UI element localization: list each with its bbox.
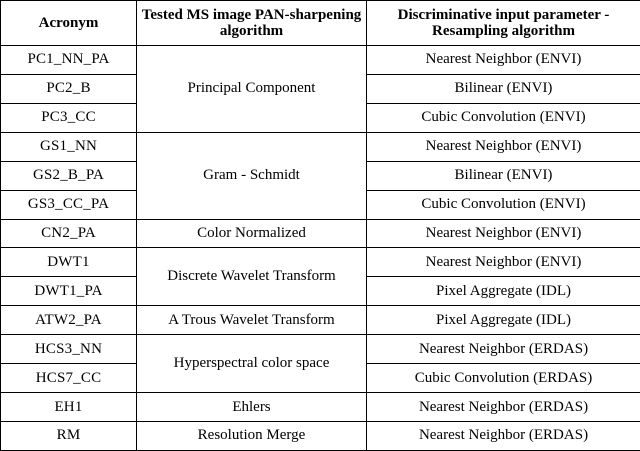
acronym-cell: GS2_B_PA xyxy=(1,161,137,190)
acronym-cell: RM xyxy=(1,421,137,450)
parameter-cell: Nearest Neighbor (ENVI) xyxy=(367,219,640,248)
parameter-cell: Cubic Convolution (ENVI) xyxy=(367,103,640,132)
acronym-cell: PC3_CC xyxy=(1,103,137,132)
parameter-cell: Nearest Neighbor (ENVI) xyxy=(367,248,640,277)
parameter-cell: Pixel Aggregate (IDL) xyxy=(367,306,640,335)
algorithm-cell-cn: Color Normalized xyxy=(137,219,367,248)
acronym-cell: CN2_PA xyxy=(1,219,137,248)
parameter-cell: Cubic Convolution (ERDAS) xyxy=(367,364,640,393)
parameter-cell: Pixel Aggregate (IDL) xyxy=(367,277,640,306)
acronym-cell: GS3_CC_PA xyxy=(1,190,137,219)
table-row xyxy=(1,132,640,161)
acronym-cell: GS1_NN xyxy=(1,132,137,161)
parameter-cell: Nearest Neighbor (ENVI) xyxy=(367,132,640,161)
table-row xyxy=(1,219,640,248)
algorithm-cell-hcs: Hyperspectral color space xyxy=(137,335,367,393)
table-row xyxy=(1,46,640,75)
algorithm-cell-gs: Gram - Schmidt xyxy=(137,132,367,219)
algorithm-cell-rm: Resolution Merge xyxy=(137,421,367,450)
table-row xyxy=(1,421,640,450)
acronym-cell: DWT1_PA xyxy=(1,277,137,306)
table-row xyxy=(1,393,640,422)
acronym-cell: ATW2_PA xyxy=(1,306,137,335)
table-row xyxy=(1,335,640,364)
table-row xyxy=(1,306,640,335)
acronym-cell: HCS3_NN xyxy=(1,335,137,364)
parameter-cell: Nearest Neighbor (ENVI) xyxy=(367,46,640,75)
acronym-cell: DWT1 xyxy=(1,248,137,277)
algorithm-cell-atw: A Trous Wavelet Transform xyxy=(137,306,367,335)
parameter-cell: Bilinear (ENVI) xyxy=(367,161,640,190)
header-row xyxy=(1,1,640,46)
acronym-cell: PC2_B xyxy=(1,74,137,103)
header-parameter: Discriminative input parameter - Resampling algorithm xyxy=(367,1,640,46)
parameter-cell: Bilinear (ENVI) xyxy=(367,74,640,103)
table-row xyxy=(1,248,640,277)
parameter-cell: Cubic Convolution (ENVI) xyxy=(367,190,640,219)
algorithm-cell-dwt: Discrete Wavelet Transform xyxy=(137,248,367,306)
acronym-cell: HCS7_CC xyxy=(1,364,137,393)
header-acronym: Acronym xyxy=(1,1,137,46)
parameter-cell: Nearest Neighbor (ERDAS) xyxy=(367,393,640,422)
parameter-cell: Nearest Neighbor (ERDAS) xyxy=(367,421,640,450)
algorithm-cell-pc: Principal Component xyxy=(137,46,367,133)
acronym-cell: EH1 xyxy=(1,393,137,422)
header-algorithm: Tested MS image PAN-sharpening algorithm xyxy=(137,1,367,46)
algorithm-cell-eh: Ehlers xyxy=(137,393,367,422)
acronym-cell: PC1_NN_PA xyxy=(1,46,137,75)
parameter-cell: Nearest Neighbor (ERDAS) xyxy=(367,335,640,364)
